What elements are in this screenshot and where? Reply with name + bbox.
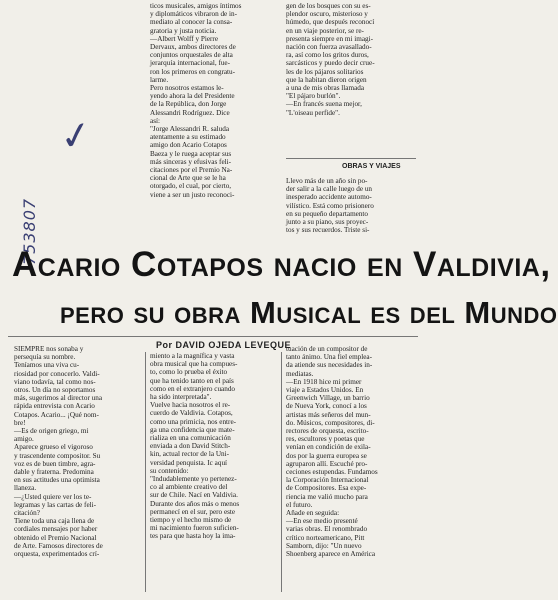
handwritten-number: 753807 — [20, 197, 39, 265]
headline-divider — [8, 336, 418, 337]
column-rule — [145, 352, 146, 592]
column-bottom-middle: miento a la magnífica y vasta obra musical que ha compues- to, como lo prueba el éxito que ha tenido tanto en el país como en el extranjero cuando ha sido interpretada". Vuelve hacia nosotros el re- cuerdo de Valdivia. Cotapos, como una primicia, nos entre- ga una confidencia que mate- rializa en una comunicación enviada a don David Stitch- kin, actual rector de la Uni- versidad penquista. Ic aquí su contenido: "Indudablemente yo pertenez- co al ambiente creativo del sur de Chile. Nací en Valdivia. Durante dos años más o menos permanecí en el sur, pero este tiempo y el hecho mismo de mi nacimiento fueron suficien- tes para que hasta hoy la ima- — [150, 352, 240, 541]
handwritten-checkmark: ✓ — [56, 111, 96, 161]
column-top-right: gen de los bosques con su es- plendor oscuro, misterioso y húmedo, que después reconocí en un viaje posterior, se re- presenta siempre en mi imagi- nación con fuerza avasallado- ra, así como los gritos duros, sarcásticos y puedo decir crue- les de los pájaros solitarios que la habitan dieron origen a una de mis obras llamada "El pájaro burlón". —En francés suena mejor, "L'oiseau perfide". — [286, 2, 375, 117]
column-bottom-left: SIEMPRE nos sonaba y persequía su nombre. Teníamos una viva cu- riosidad por conocerlo. Valdi- viano todavía, tal como nos- otros. Un día no soportamos más, sugerimos al director una rápida entrevista con Acario Cotapos. Acario... ¡Qué nom- bre! —Es de origen griego, mi amigo. Aparece grueso el vigoroso y trascendente compositor. Su voz es de buen timbre, agra- dable y fraterna. Predomina en sus actitudes una optimista llaneza. —¿Usted quiere ver los te- legramas y las cartas de feli- citación? Tiene toda una caja llena de cordiales mensajes por haber obtenido el Premio Nacional de Arte. Famosos directores de orquesta, experimentados crí- — [14, 345, 103, 559]
column-right-travels: Llevo más de un año sin po- der salir a la calle luego de un inesperado accidente automo- vilístico. Está como prisionero en su pequeño departamento junto a su piano, sus proyec- tos y sus recuerdos. Triste si- — [286, 177, 374, 235]
section-heading: OBRAS Y VIAJES — [342, 163, 401, 170]
divider — [286, 158, 416, 159]
column-rule — [281, 352, 282, 592]
byline: Por DAVID OJEDA LEVEQUE — [156, 340, 292, 350]
column-bottom-right: tuación de un compositor de tanto ánimo. Una fiel emplea- da atiende sus necesidades in- mediatas. —En 1918 hice mi primer viaje a Estados Unidos. En Greenwich Village, un barrio de Nueva York, conocí a los artistas más señeros del mun- do. Músicos, compositores, di- rectores de orquesta, escrito- res, escultores y poetas que venían en condición de exila- dos por la guerra europea se agruparon allí. Escuché pro- ceciones estupendas. Fundamos la Corporación Internacional de Compositores. Esa expe- riencia me valió mucho para el futuro. Añade en seguida: —En ese medio presenté varias obras. El renombrado crítico norteamericano, Pitt Samborn, dijo: "Un nuevo Shoenberg aparece en América — [286, 345, 378, 559]
column-top-middle: ticos musicales, amigos íntimos y diplomáticos vibraron de in- mediato al conocer la consa- gratoria y justa noticia. —Albert Wolff y Pierre Dervaux, ambos directores de conjuntos orquestales de alta jerarquía internacional, fue- ron los primeros en congratu- larme. Pero nosotros estamos le- yendo ahora la del Presidente de la República, don Jorge Alessandri Rodríguez. Dice así: "Jorge Alessandri R. saluda atentamente a su estimado amigo don Acario Cotapos Baeza y le ruega aceptar sus más sinceras y efusivas feli- citaciones por el Premio Na- cional de Arte que se le ha otorgado, el cual, por cierto, viene a ser un justo reconoci- — [150, 2, 242, 199]
headline-line-1: Acario Cotapos nacio en Valdivia, — [12, 245, 551, 284]
headline-line-2: pero su obra Musical es del Mundo — [60, 295, 558, 330]
